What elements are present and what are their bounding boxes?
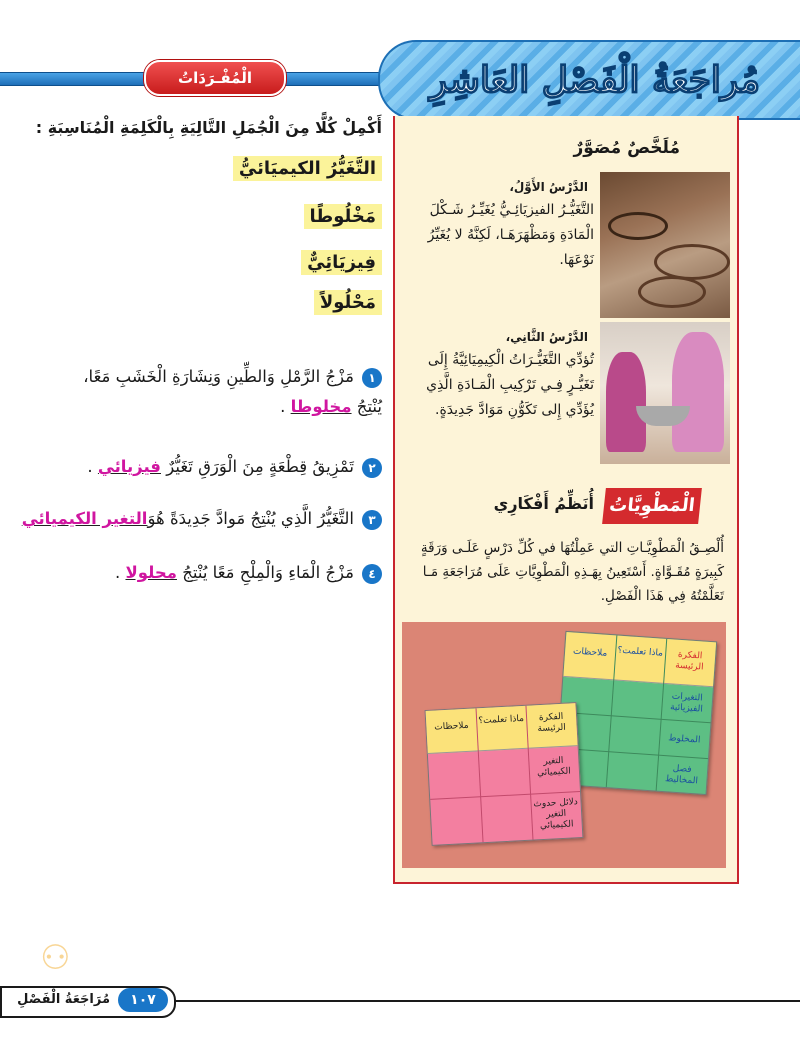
vocab-word-3: فِيزيَائِيٌّ [301,250,382,275]
chapter-title: مُراجَعَةُ الْفَصْلِ العَاشِرِ [429,59,761,101]
lesson2-line: تَغَيُّـرٍ فِـي تَرْكِيبِ الْمَـادَةِ الَّذِي [426,377,594,393]
foldables-title: أُنَظِّمُ أَفْكَارِي [493,494,594,513]
question-text-cont: يُنْتِجُ [356,397,382,416]
pink-header-2: ماذا تعلمت؟ [478,713,525,727]
vocab-instruction: أَكْمِلْ كُلًّا مِنَ الْجُمَلِ التَّالِيَةِ بِالْكَلِمَةِ الْمُنَاسِبَةِ : [35,118,382,137]
question-1 [2,362,382,422]
answer-2: فيزيائي [97,457,161,476]
question-text: التَّغَيُّرُ الَّذِي يُنْتِجُ مَوادَّ جَدِيدَةً هُوَ [147,509,354,528]
vocab-label: الْمُفْـرَدَاتُ [144,60,286,96]
question-text: تَمْزِيقُ قِطْعَةٍ مِنَ الْوَرَقِ تَغَيُّرٌ [166,457,354,476]
vocab-word-4: مَحْلُولاً [314,290,382,315]
lesson2-text [404,348,594,423]
question-text: مَزْجُ الْمَاءِ وَالْمِلْحِ مَعًا يُنْتِجُ [182,563,354,582]
question-4 [2,558,382,588]
pot-shape [638,276,706,308]
answer-4: محلولا [125,563,177,582]
green-row-3: فصل المخاليط [664,763,699,787]
question-number: ٤ [362,564,382,584]
lesson2-title: الدَّرْسُ الثَّانِي، [505,330,588,344]
pot-shape [654,244,730,280]
question-number: ٢ [362,458,382,478]
lesson1-line: نَوْعَهَا. [559,252,594,268]
question-end: . [87,457,93,476]
lesson1-line: الْمَادَةِ وَمَظْهَرَهَـا، لَكِنَّهُ لا يُغَيِّرُ [427,227,594,243]
question-3 [0,504,382,534]
pink-header-1: الفكرة الرئيسة [537,711,567,735]
green-row-1: التغيرات الفيزيائية [669,691,704,715]
question-number: ١ [362,368,382,388]
green-header-3: ملاحظات [572,646,608,659]
green-header-1: الفكرة الرئيسة [674,649,704,673]
pink-sheet [425,702,584,846]
question-2 [2,452,382,482]
lesson2-line: يُؤَدِّي إِلى تَكَوُّنِ مَوَادَّ جَدِيدَةٍ. [435,402,594,418]
pink-row-2: دلائل حدوث التغير الكيميائي [533,797,579,832]
lesson1-text [404,198,594,273]
lesson2-line: تُؤدِّي التَّغَيُّـرَاتُ الْكِيمِيَائِيَّةُ إِلَى [427,352,594,368]
question-end: . [280,397,286,416]
vocab-word-1: التَّغَيُّرُ الكيميَائيُّ [233,156,382,181]
woman-figure [672,332,724,452]
pot-shape [608,212,668,240]
lesson1-line: التَّغَيُّـرُ الفيزيَائِـيُّ يُغَيِّـرُ شَـكْلَ [429,202,594,218]
question-number: ٣ [362,510,382,530]
logo-icon: ⚇ [40,938,71,978]
kitchen-photo [600,322,730,464]
answer-3: التغير الكيميائي [21,509,148,528]
page-number: ١٠٧ [118,988,168,1012]
girl-figure [606,352,646,452]
green-header-2: ماذا تعلمت؟ [617,645,664,659]
lesson1-title: الدَّرْسُ الأَوَّلُ، [509,180,588,194]
foldables-badge: الْمَطْوِيَّاتُ [602,488,702,524]
pink-row-1: التغير الكيميائي [536,755,572,779]
question-end: . [114,563,121,582]
foldables-text: أُلْصِـقُ الْمَطْوِيَّـاتِ التي عَمِلْتُهَا في كُلِّ دَرْسٍ عَلَـى وَرَقَةٍ كَبِيرَةٍ مُقَـوَّاةٍ. أَسْتَعِينُ بِهَـذِهِ الْمَطْوِيَّاتِ عَلَى مُرَاجَعَةِ مَـا تَعَلَّمْتُهُ فِي هَذَا الْفَصْلِ. [420,540,724,604]
pottery-photo [600,172,730,318]
pink-header-3: ملاحظات [434,720,469,733]
vocab-word-2: مَخْلُوطًا [304,204,382,229]
footer-label: مُرَاجَعَةُ الْفَصْلِ [17,992,110,1007]
answer-1: مخلوطا [290,397,352,416]
question-text: مَزْجُ الرَّمْلِ وَالطِّينِ وَنِشَارَةِ الْخَشَبِ مَعًا، [83,367,354,386]
foldables-board [402,622,726,868]
summary-heading: مُلَخَّصٌ مُصَوَّرٌ [573,138,680,158]
green-row-2: المخلوط [667,733,701,746]
